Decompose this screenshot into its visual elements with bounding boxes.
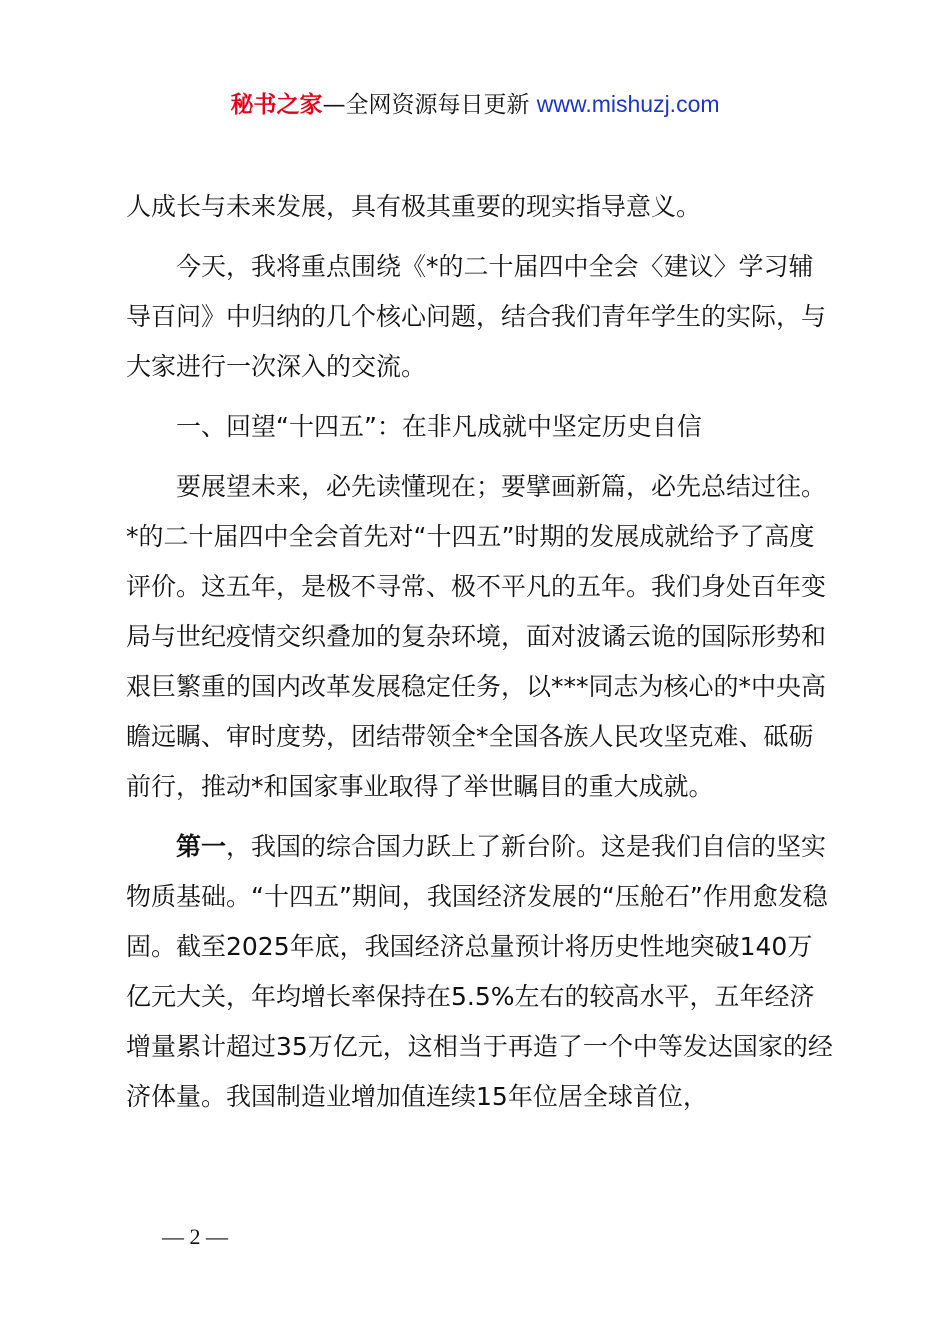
site-header <box>0 88 950 121</box>
brand-name: 秘书之家 <box>230 92 323 118</box>
point-text: ，我国的综合国力跃上了新台阶。这是我们自信的坚实物质基础。“十四五”期间，我国经济发展的“压舱石”作用愈发稳固。截至2025年底，我国经济总量预计将历史性地突破140万亿元大关，年均增长率保持在5.5%左右的较高水平，五年经济增量累计超过35万亿元，这相当于再造了一个中等发达国家的经济体量。我国制造业增加值连续15年位居全球首位， <box>126 832 833 1111</box>
point-label: 第一 <box>176 832 227 861</box>
page-number: — 2 — <box>162 1224 228 1249</box>
paragraph-first-point <box>126 822 836 1122</box>
site-url[interactable]: www.mishuzj.com <box>536 91 720 117</box>
document-body <box>126 182 836 1122</box>
paragraph-section-1: 要展望未来，必先读懂现在；要擘画新篇，必先总结过往。*的二十届四中全会首先对“十四五”时期的发展成就给予了高度评价。这五年，是极不寻常、极不平凡的五年。我们身处百年变局与世纪疫情交织叠加的复杂环境，面对波谲云诡的国际形势和艰巨繁重的国内改革发展稳定任务，以***同志为核心的*中央高瞻远瞩、审时度势，团结带领全*全国各族人民攻坚克难、砥砺前行，推动*和国家事业取得了举世瞩目的重大成就。 <box>126 472 827 801</box>
section-heading: 一、回望“十四五”：在非凡成就中坚定历史自信 <box>176 412 702 441</box>
paragraph-intro: 今天，我将重点围绕《*的二十届四中全会〈建议〉学习辅导百问》中归纳的几个核心问题，结合我们青年学生的实际，与大家进行一次深入的交流。 <box>126 252 827 381</box>
paragraph-continued: 人成长与未来发展，具有极其重要的现实指导意义。 <box>126 192 702 221</box>
header-tagline: —全网资源每日更新 <box>322 92 530 118</box>
